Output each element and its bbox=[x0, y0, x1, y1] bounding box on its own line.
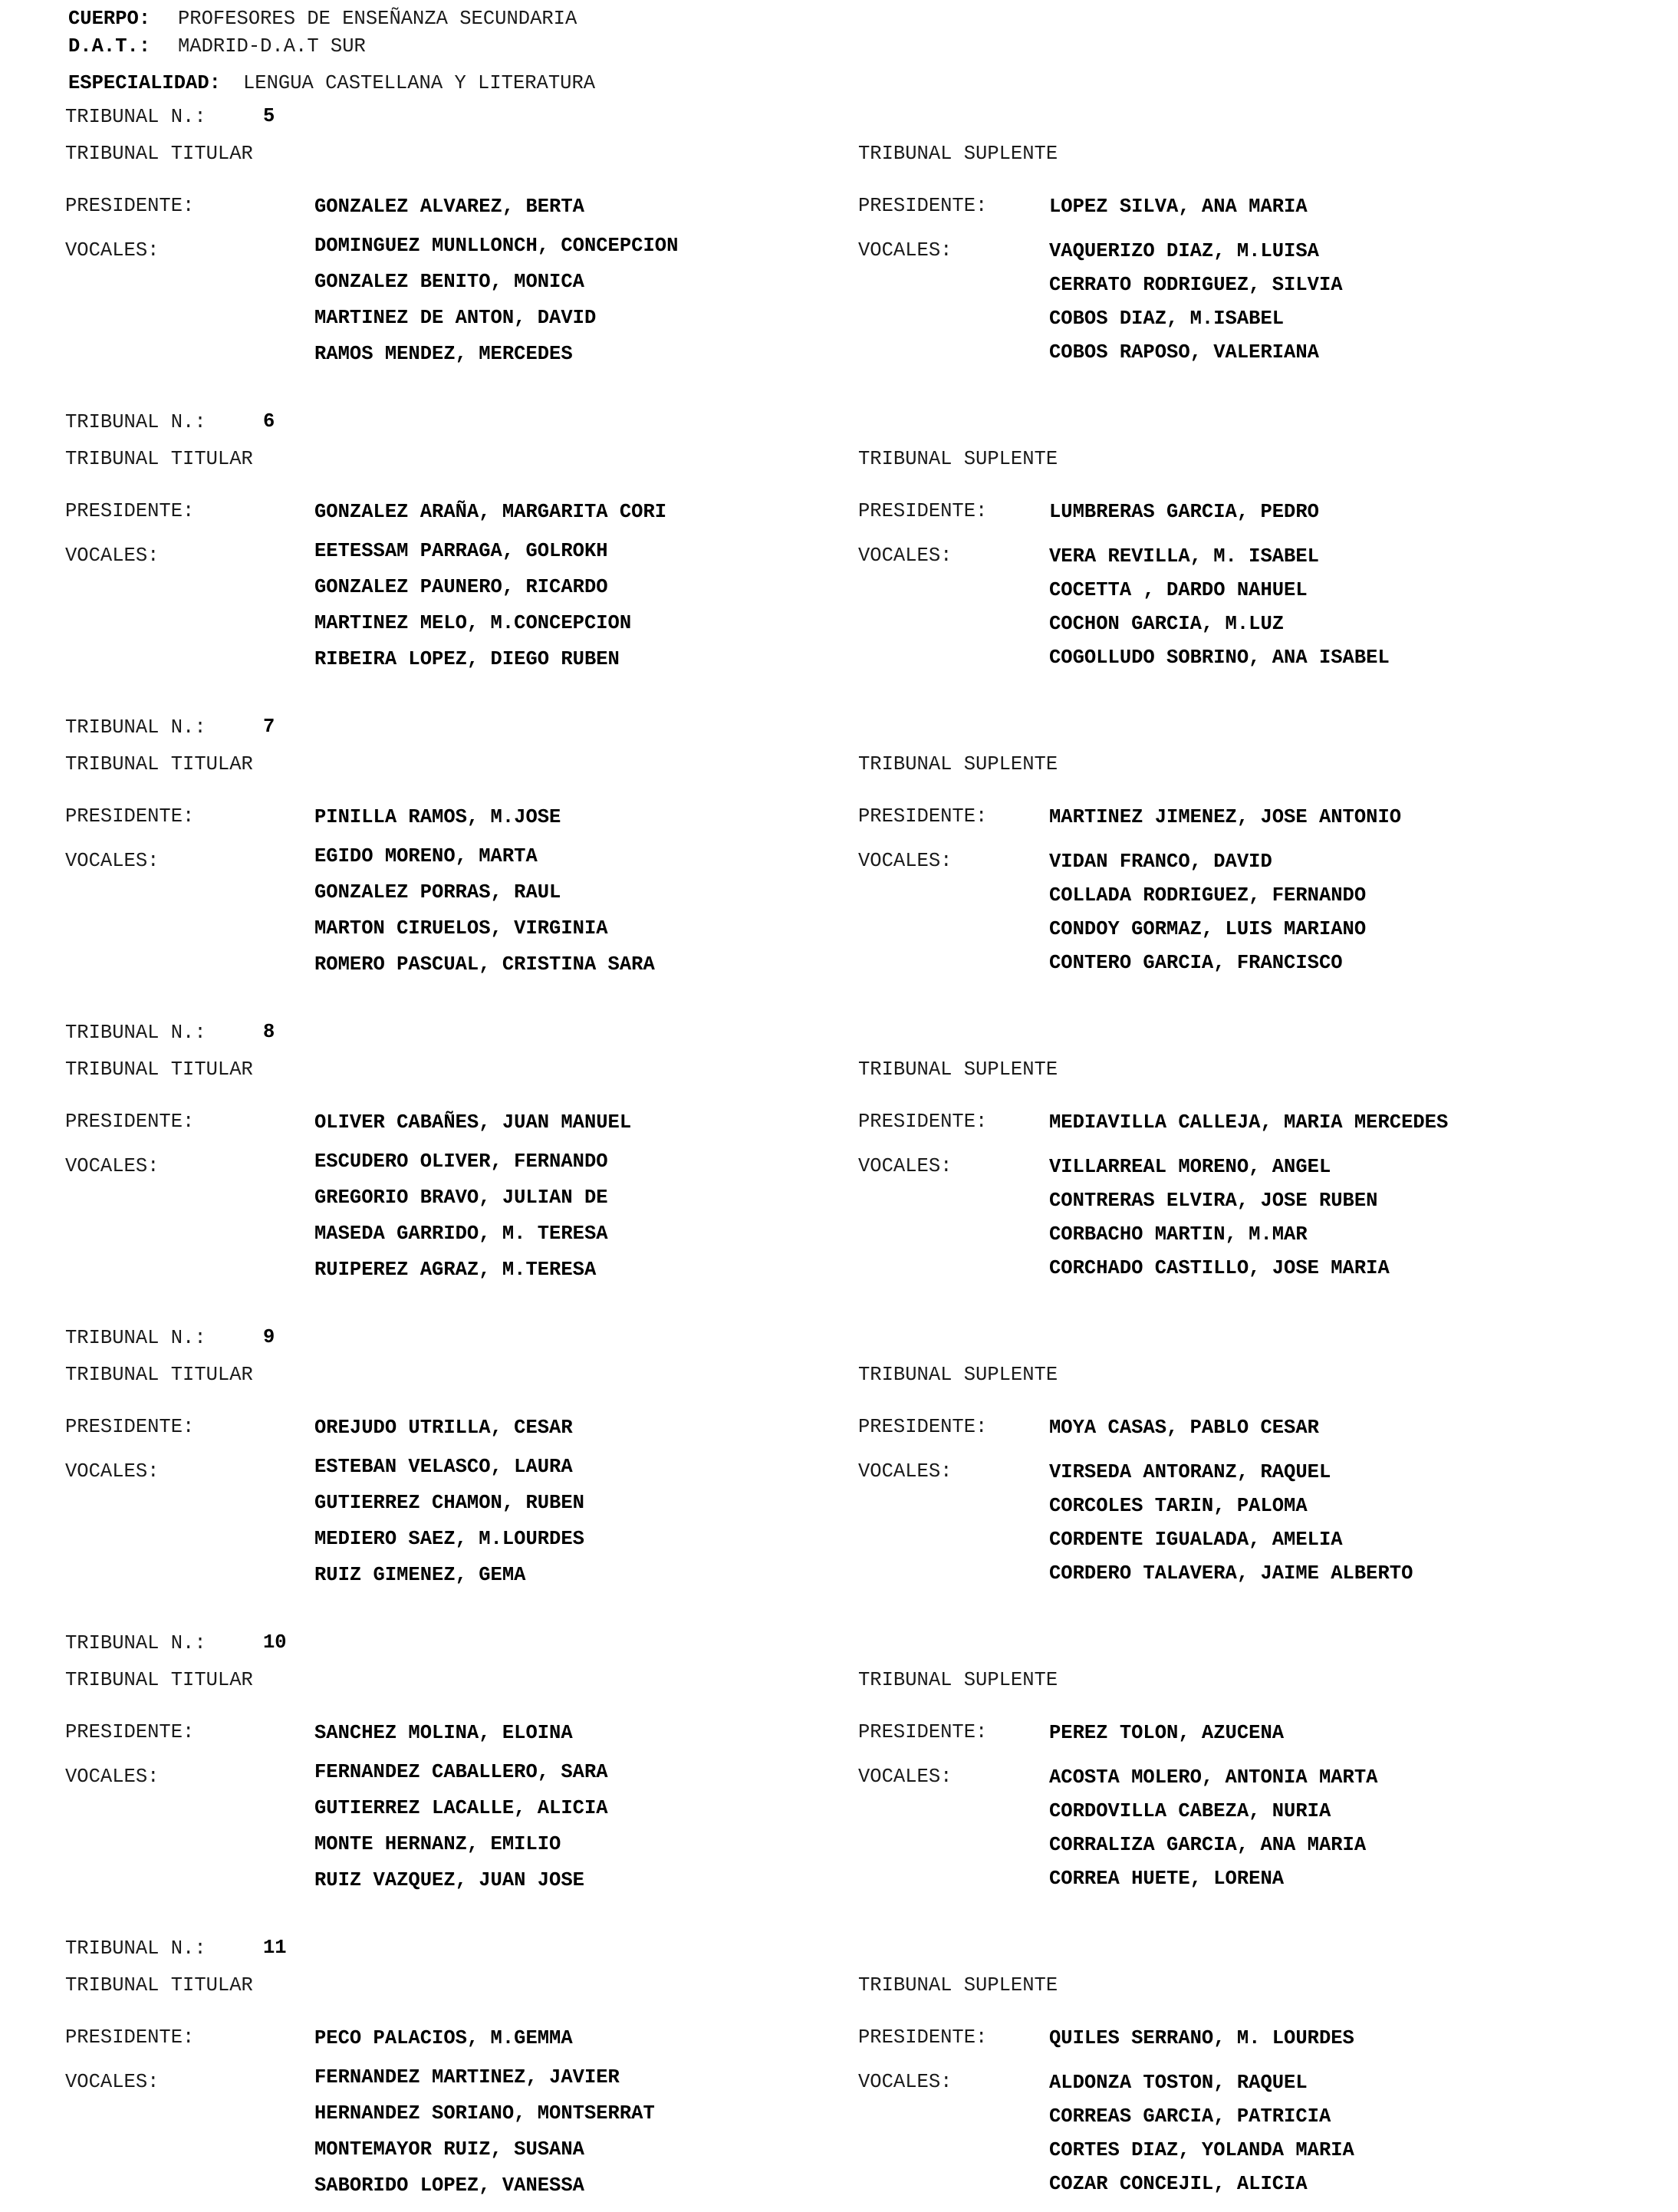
tribunal-number-label: TRIBUNAL N.: bbox=[65, 1022, 206, 1044]
titular-vocal-name: RUIZ VAZQUEZ, JUAN JOSE bbox=[314, 1869, 584, 1891]
tribunal-titular-heading: TRIBUNAL TITULAR bbox=[65, 143, 253, 165]
suplente-vocal-name: COCHON GARCIA, M.LUZ bbox=[1049, 613, 1285, 635]
tribunal-number: 10 bbox=[263, 1631, 287, 1654]
suplente-vocales-label: VOCALES: bbox=[858, 850, 953, 872]
titular-vocal-name: ESCUDERO OLIVER, FERNANDO bbox=[314, 1150, 608, 1173]
suplente-presidente-label: PRESIDENTE: bbox=[858, 1111, 988, 1133]
titular-vocales-label: VOCALES: bbox=[65, 239, 160, 262]
suplente-vocal-name: CORBACHO MARTIN, M.MAR bbox=[1049, 1223, 1308, 1246]
suplente-vocal-name: CORDERO TALAVERA, JAIME ALBERTO bbox=[1049, 1562, 1413, 1585]
titular-presidente-name: PECO PALACIOS, M.GEMMA bbox=[314, 2027, 573, 2049]
titular-vocal-name: HERNANDEZ SORIANO, MONTSERRAT bbox=[314, 2102, 655, 2125]
tribunal-titular-heading: TRIBUNAL TITULAR bbox=[65, 1974, 253, 1996]
suplente-vocal-name: COLLADA RODRIGUEZ, FERNANDO bbox=[1049, 884, 1367, 907]
suplente-vocal-name: VILLARREAL MORENO, ANGEL bbox=[1049, 1156, 1331, 1178]
cuerpo-value: PROFESORES DE ENSEÑANZA SECUNDARIA bbox=[178, 8, 577, 30]
tribunal-suplente-heading: TRIBUNAL SUPLENTE bbox=[858, 1058, 1058, 1081]
titular-vocal-name: GUTIERREZ LACALLE, ALICIA bbox=[314, 1797, 608, 1819]
tribunal-titular-heading: TRIBUNAL TITULAR bbox=[65, 1364, 253, 1386]
suplente-vocales-label: VOCALES: bbox=[858, 239, 953, 262]
titular-vocal-name: GREGORIO BRAVO, JULIAN DE bbox=[314, 1187, 608, 1209]
suplente-vocal-name: COCETTA , DARDO NAHUEL bbox=[1049, 579, 1308, 601]
suplente-presidente-label: PRESIDENTE: bbox=[858, 500, 988, 522]
suplente-presidente-label: PRESIDENTE: bbox=[858, 2026, 988, 2049]
suplente-vocal-name: CERRATO RODRIGUEZ, SILVIA bbox=[1049, 274, 1343, 296]
titular-vocal-name: GONZALEZ PORRAS, RAUL bbox=[314, 881, 561, 904]
suplente-vocales-label: VOCALES: bbox=[858, 1766, 953, 1788]
suplente-presidente-name: MOYA CASAS, PABLO CESAR bbox=[1049, 1417, 1319, 1439]
titular-vocal-name: RAMOS MENDEZ, MERCEDES bbox=[314, 343, 573, 365]
tribunal-number-label: TRIBUNAL N.: bbox=[65, 1327, 206, 1349]
titular-presidente-label: PRESIDENTE: bbox=[65, 2026, 195, 2049]
dat-value: MADRID-D.A.T SUR bbox=[178, 35, 366, 58]
titular-presidente-label: PRESIDENTE: bbox=[65, 1416, 195, 1438]
titular-presidente-label: PRESIDENTE: bbox=[65, 805, 195, 828]
tribunal-suplente-heading: TRIBUNAL SUPLENTE bbox=[858, 753, 1058, 775]
suplente-presidente-name: LUMBRERAS GARCIA, PEDRO bbox=[1049, 501, 1319, 523]
suplente-presidente-name: MEDIAVILLA CALLEJA, MARIA MERCEDES bbox=[1049, 1111, 1449, 1134]
suplente-presidente-name: MARTINEZ JIMENEZ, JOSE ANTONIO bbox=[1049, 806, 1402, 828]
tribunal-number-label: TRIBUNAL N.: bbox=[65, 106, 206, 128]
tribunal-suplente-heading: TRIBUNAL SUPLENTE bbox=[858, 1669, 1058, 1691]
suplente-presidente-name: QUILES SERRANO, M. LOURDES bbox=[1049, 2027, 1354, 2049]
suplente-vocal-name: ALDONZA TOSTON, RAQUEL bbox=[1049, 2072, 1308, 2094]
tribunal-number: 8 bbox=[263, 1021, 275, 1043]
suplente-vocal-name: COBOS RAPOSO, VALERIANA bbox=[1049, 341, 1319, 364]
titular-vocales-label: VOCALES: bbox=[65, 1766, 160, 1788]
tribunal-titular-heading: TRIBUNAL TITULAR bbox=[65, 448, 253, 470]
suplente-vocal-name: CORDOVILLA CABEZA, NURIA bbox=[1049, 1800, 1331, 1822]
titular-vocal-name: RUIZ GIMENEZ, GEMA bbox=[314, 1564, 526, 1586]
tribunal-suplente-heading: TRIBUNAL SUPLENTE bbox=[858, 1974, 1058, 1996]
suplente-vocal-name: VIRSEDA ANTORANZ, RAQUEL bbox=[1049, 1461, 1331, 1483]
titular-presidente-name: GONZALEZ ARAÑA, MARGARITA CORI bbox=[314, 501, 667, 523]
tribunal-suplente-heading: TRIBUNAL SUPLENTE bbox=[858, 1364, 1058, 1386]
titular-vocal-name: FERNANDEZ MARTINEZ, JAVIER bbox=[314, 2066, 620, 2089]
tribunal-number: 11 bbox=[263, 1937, 287, 1959]
suplente-vocal-name: COGOLLUDO SOBRINO, ANA ISABEL bbox=[1049, 647, 1390, 669]
titular-vocal-name: DOMINGUEZ MUNLLONCH, CONCEPCION bbox=[314, 235, 679, 257]
tribunal-suplente-heading: TRIBUNAL SUPLENTE bbox=[858, 143, 1058, 165]
suplente-vocal-name: VERA REVILLA, M. ISABEL bbox=[1049, 545, 1319, 568]
titular-vocales-label: VOCALES: bbox=[65, 2071, 160, 2093]
suplente-presidente-name: LOPEZ SILVA, ANA MARIA bbox=[1049, 196, 1308, 218]
titular-vocal-name: EETESSAM PARRAGA, GOLROKH bbox=[314, 540, 608, 562]
suplente-vocal-name: CORREA HUETE, LORENA bbox=[1049, 1868, 1285, 1890]
suplente-vocal-name: CORCHADO CASTILLO, JOSE MARIA bbox=[1049, 1257, 1390, 1279]
titular-vocal-name: MEDIERO SAEZ, M.LOURDES bbox=[314, 1528, 584, 1550]
titular-vocal-name: ROMERO PASCUAL, CRISTINA SARA bbox=[314, 953, 655, 976]
suplente-presidente-name: PEREZ TOLON, AZUCENA bbox=[1049, 1722, 1285, 1744]
tribunal-suplente-heading: TRIBUNAL SUPLENTE bbox=[858, 448, 1058, 470]
tribunal-number-label: TRIBUNAL N.: bbox=[65, 1632, 206, 1654]
suplente-vocal-name: CONDOY GORMAZ, LUIS MARIANO bbox=[1049, 918, 1367, 940]
suplente-vocal-name: CORRALIZA GARCIA, ANA MARIA bbox=[1049, 1834, 1367, 1856]
suplente-vocales-label: VOCALES: bbox=[858, 1460, 953, 1483]
suplente-vocal-name: VIDAN FRANCO, DAVID bbox=[1049, 851, 1272, 873]
titular-vocales-label: VOCALES: bbox=[65, 545, 160, 567]
tribunal-titular-heading: TRIBUNAL TITULAR bbox=[65, 753, 253, 775]
suplente-vocal-name: CORREAS GARCIA, PATRICIA bbox=[1049, 2105, 1331, 2128]
suplente-presidente-label: PRESIDENTE: bbox=[858, 1416, 988, 1438]
titular-vocal-name: RIBEIRA LOPEZ, DIEGO RUBEN bbox=[314, 648, 620, 670]
titular-vocal-name: FERNANDEZ CABALLERO, SARA bbox=[314, 1761, 608, 1783]
titular-vocal-name: MARTINEZ MELO, M.CONCEPCION bbox=[314, 612, 632, 634]
tribunal-titular-heading: TRIBUNAL TITULAR bbox=[65, 1669, 253, 1691]
titular-vocales-label: VOCALES: bbox=[65, 1460, 160, 1483]
titular-presidente-name: GONZALEZ ALVAREZ, BERTA bbox=[314, 196, 584, 218]
suplente-presidente-label: PRESIDENTE: bbox=[858, 1721, 988, 1743]
tribunal-number: 5 bbox=[263, 105, 275, 127]
titular-vocal-name: MASEDA GARRIDO, M. TERESA bbox=[314, 1223, 608, 1245]
titular-vocal-name: MARTINEZ DE ANTON, DAVID bbox=[314, 307, 597, 329]
tribunal-number-label: TRIBUNAL N.: bbox=[65, 411, 206, 433]
suplente-vocales-label: VOCALES: bbox=[858, 545, 953, 567]
suplente-vocal-name: CORTES DIAZ, YOLANDA MARIA bbox=[1049, 2139, 1354, 2161]
suplente-vocal-name: CONTERO GARCIA, FRANCISCO bbox=[1049, 952, 1343, 974]
suplente-vocal-name: COZAR CONCEJIL, ALICIA bbox=[1049, 2173, 1308, 2195]
titular-vocal-name: GONZALEZ PAUNERO, RICARDO bbox=[314, 576, 608, 598]
titular-presidente-label: PRESIDENTE: bbox=[65, 195, 195, 217]
titular-vocal-name: GONZALEZ BENITO, MONICA bbox=[314, 271, 584, 293]
suplente-vocal-name: VAQUERIZO DIAZ, M.LUISA bbox=[1049, 240, 1319, 262]
suplente-vocal-name: CONTRERAS ELVIRA, JOSE RUBEN bbox=[1049, 1190, 1378, 1212]
titular-vocal-name: GUTIERREZ CHAMON, RUBEN bbox=[314, 1492, 584, 1514]
tribunal-number: 9 bbox=[263, 1326, 275, 1348]
especialidad-value: LENGUA CASTELLANA Y LITERATURA bbox=[243, 72, 596, 94]
titular-vocales-label: VOCALES: bbox=[65, 1155, 160, 1177]
titular-presidente-label: PRESIDENTE: bbox=[65, 1111, 195, 1133]
suplente-vocales-label: VOCALES: bbox=[858, 1155, 953, 1177]
suplente-vocal-name: ACOSTA MOLERO, ANTONIA MARTA bbox=[1049, 1766, 1378, 1789]
titular-vocal-name: ESTEBAN VELASCO, LAURA bbox=[314, 1456, 573, 1478]
titular-vocal-name: MARTON CIRUELOS, VIRGINIA bbox=[314, 917, 608, 940]
suplente-vocales-label: VOCALES: bbox=[858, 2071, 953, 2093]
dat-label: D.A.T.: bbox=[68, 35, 151, 58]
titular-presidente-label: PRESIDENTE: bbox=[65, 500, 195, 522]
cuerpo-label: CUERPO: bbox=[68, 8, 151, 30]
titular-presidente-label: PRESIDENTE: bbox=[65, 1721, 195, 1743]
tribunal-number: 7 bbox=[263, 716, 275, 738]
titular-vocal-name: SABORIDO LOPEZ, VANESSA bbox=[314, 2174, 584, 2197]
especialidad-label: ESPECIALIDAD: bbox=[68, 72, 221, 94]
tribunal-number-label: TRIBUNAL N.: bbox=[65, 716, 206, 739]
titular-presidente-name: SANCHEZ MOLINA, ELOINA bbox=[314, 1722, 573, 1744]
titular-presidente-name: OREJUDO UTRILLA, CESAR bbox=[314, 1417, 573, 1439]
suplente-vocal-name: COBOS DIAZ, M.ISABEL bbox=[1049, 308, 1285, 330]
suplente-vocal-name: CORCOLES TARIN, PALOMA bbox=[1049, 1495, 1308, 1517]
titular-vocal-name: RUIPEREZ AGRAZ, M.TERESA bbox=[314, 1259, 597, 1281]
suplente-presidente-label: PRESIDENTE: bbox=[858, 805, 988, 828]
tribunal-number-label: TRIBUNAL N.: bbox=[65, 1937, 206, 1960]
tribunal-titular-heading: TRIBUNAL TITULAR bbox=[65, 1058, 253, 1081]
titular-vocales-label: VOCALES: bbox=[65, 850, 160, 872]
tribunal-number: 6 bbox=[263, 410, 275, 433]
titular-vocal-name: MONTEMAYOR RUIZ, SUSANA bbox=[314, 2138, 584, 2161]
suplente-presidente-label: PRESIDENTE: bbox=[858, 195, 988, 217]
suplente-vocal-name: CORDENTE IGUALADA, AMELIA bbox=[1049, 1529, 1343, 1551]
titular-presidente-name: PINILLA RAMOS, M.JOSE bbox=[314, 806, 561, 828]
titular-vocal-name: MONTE HERNANZ, EMILIO bbox=[314, 1833, 561, 1855]
titular-vocal-name: EGIDO MORENO, MARTA bbox=[314, 845, 538, 867]
titular-presidente-name: OLIVER CABAÑES, JUAN MANUEL bbox=[314, 1111, 632, 1134]
